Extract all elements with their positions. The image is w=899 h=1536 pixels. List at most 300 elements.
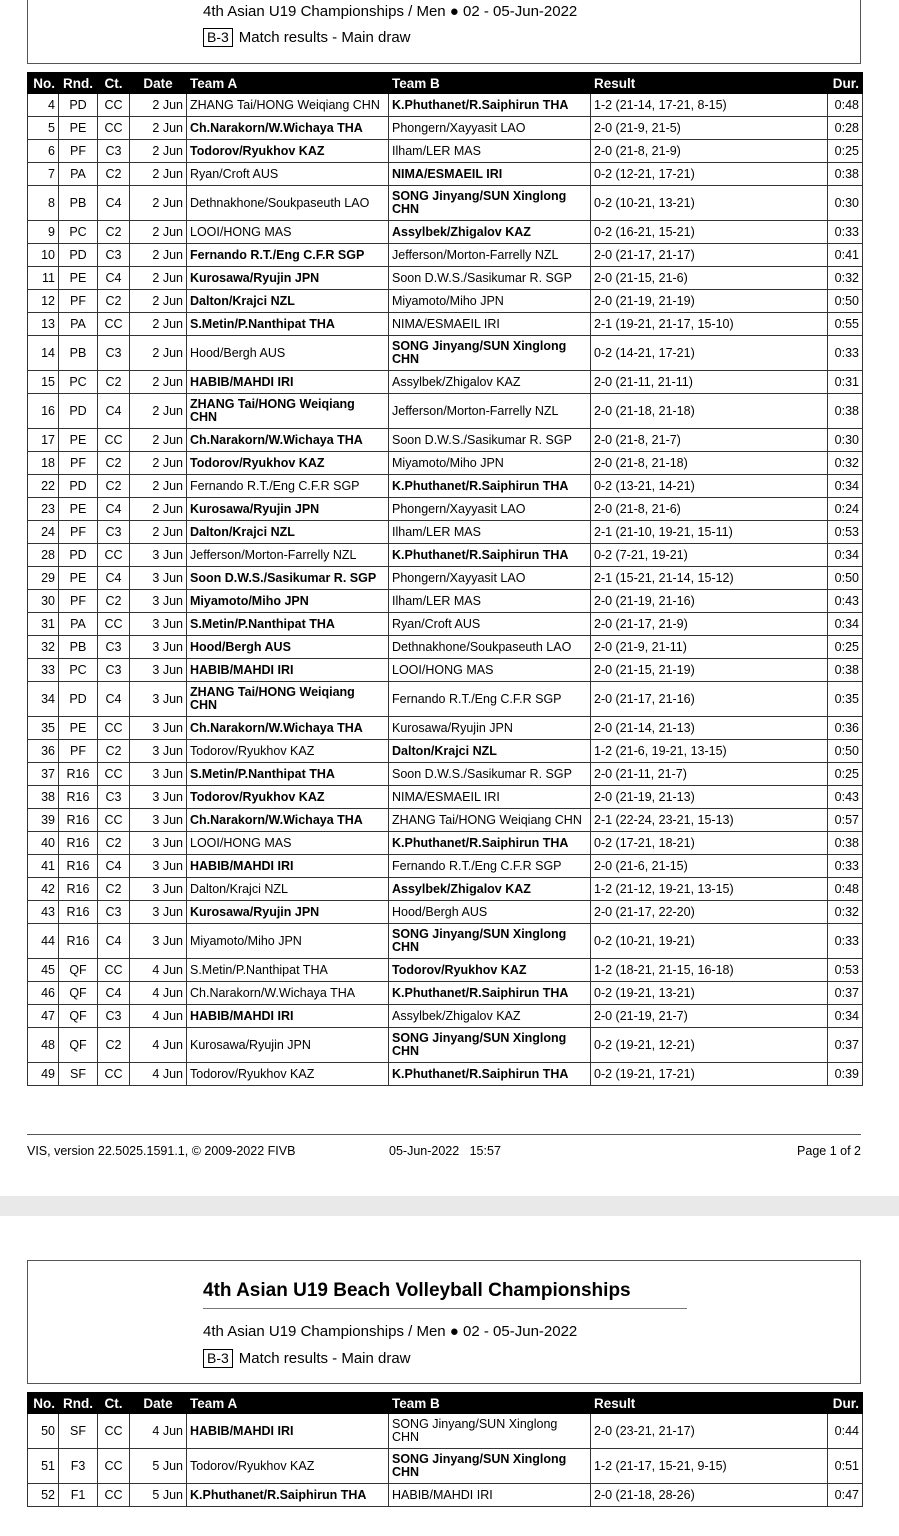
cell-result: 2-0 (21-9, 21-5) xyxy=(591,117,828,140)
table-row xyxy=(28,163,863,186)
cell-date: 2 Jun xyxy=(130,117,187,140)
cell-date: 2 Jun xyxy=(130,475,187,498)
cell-team-b: Ilham/LER MAS xyxy=(389,521,591,544)
cell-court: C3 xyxy=(98,336,130,371)
cell-team-a: Kurosawa/Ryujin JPN xyxy=(187,267,389,290)
table-row xyxy=(28,313,863,336)
cell-round: PC xyxy=(59,371,98,394)
cell-round: PD xyxy=(59,544,98,567)
cell-match-number: 28 xyxy=(28,544,59,567)
cell-team-a: Dalton/Krajci NZL xyxy=(187,521,389,544)
report-section: Match results - Main draw xyxy=(238,1350,411,1367)
cell-team-a: S.Metin/P.Nanthipat THA xyxy=(187,613,389,636)
cell-court: CC xyxy=(98,1063,130,1086)
report-heading xyxy=(203,1349,411,1368)
table-row xyxy=(28,267,863,290)
col-header-result: Result xyxy=(591,1393,828,1414)
cell-round: QF xyxy=(59,959,98,982)
cell-match-number: 42 xyxy=(28,878,59,901)
cell-team-a: Kurosawa/Ryujin JPN xyxy=(187,901,389,924)
cell-round: PA xyxy=(59,163,98,186)
cell-duration: 0:51 xyxy=(828,1449,863,1484)
cell-date: 3 Jun xyxy=(130,717,187,740)
cell-result: 2-0 (21-14, 21-13) xyxy=(591,717,828,740)
cell-date: 2 Jun xyxy=(130,186,187,221)
cell-team-b: K.Phuthanet/R.Saiphirun THA xyxy=(389,475,591,498)
cell-team-a: K.Phuthanet/R.Saiphirun THA xyxy=(187,1484,389,1507)
cell-court: C3 xyxy=(98,659,130,682)
cell-court: C4 xyxy=(98,924,130,959)
cell-match-number: 7 xyxy=(28,163,59,186)
cell-match-number: 51 xyxy=(28,1449,59,1484)
cell-match-number: 32 xyxy=(28,636,59,659)
cell-round: PD xyxy=(59,244,98,267)
table-row xyxy=(28,1414,863,1449)
col-header-duration: Dur. xyxy=(828,73,863,94)
cell-team-b: Soon D.W.S./Sasikumar R. SGP xyxy=(389,429,591,452)
cell-date: 2 Jun xyxy=(130,371,187,394)
cell-match-number: 14 xyxy=(28,336,59,371)
table-row xyxy=(28,855,863,878)
table-row xyxy=(28,94,863,117)
cell-team-b: SONG Jinyang/SUN Xinglong CHN xyxy=(389,186,591,221)
cell-team-a: LOOI/HONG MAS xyxy=(187,832,389,855)
cell-duration: 0:37 xyxy=(828,982,863,1005)
table-row xyxy=(28,901,863,924)
cell-round: PC xyxy=(59,659,98,682)
cell-team-a: Hood/Bergh AUS xyxy=(187,336,389,371)
cell-court: C2 xyxy=(98,740,130,763)
table-row xyxy=(28,1484,863,1507)
cell-result: 2-0 (21-8, 21-7) xyxy=(591,429,828,452)
cell-date: 2 Jun xyxy=(130,244,187,267)
cell-court: C4 xyxy=(98,567,130,590)
cell-round: PD xyxy=(59,94,98,117)
cell-date: 2 Jun xyxy=(130,163,187,186)
cell-result: 2-0 (21-8, 21-18) xyxy=(591,452,828,475)
cell-team-a: Kurosawa/Ryujin JPN xyxy=(187,1028,389,1063)
table-row xyxy=(28,636,863,659)
table-row xyxy=(28,544,863,567)
cell-result: 2-1 (22-24, 23-21, 15-13) xyxy=(591,809,828,832)
table-row xyxy=(28,682,863,717)
cell-round: PA xyxy=(59,613,98,636)
cell-date: 3 Jun xyxy=(130,613,187,636)
cell-duration: 0:24 xyxy=(828,498,863,521)
cell-match-number: 50 xyxy=(28,1414,59,1449)
cell-result: 0-2 (16-21, 15-21) xyxy=(591,221,828,244)
cell-duration: 0:37 xyxy=(828,1028,863,1063)
cell-match-number: 6 xyxy=(28,140,59,163)
table-row xyxy=(28,186,863,221)
cell-team-b: NIMA/ESMAEIL IRI xyxy=(389,313,591,336)
table-row xyxy=(28,429,863,452)
cell-duration: 0:43 xyxy=(828,590,863,613)
results-table xyxy=(27,72,863,1086)
cell-date: 4 Jun xyxy=(130,1005,187,1028)
cell-team-a: Miyamoto/Miho JPN xyxy=(187,590,389,613)
cell-match-number: 48 xyxy=(28,1028,59,1063)
cell-result: 1-2 (21-12, 19-21, 13-15) xyxy=(591,878,828,901)
cell-duration: 0:25 xyxy=(828,140,863,163)
table-row xyxy=(28,763,863,786)
cell-duration: 0:50 xyxy=(828,567,863,590)
cell-team-a: S.Metin/P.Nanthipat THA xyxy=(187,313,389,336)
cell-team-a: ZHANG Tai/HONG Weiqiang CHN xyxy=(187,94,389,117)
cell-team-b: Todorov/Ryukhov KAZ xyxy=(389,959,591,982)
col-header-court: Ct. xyxy=(98,1393,130,1414)
cell-team-b: Assylbek/Zhigalov KAZ xyxy=(389,371,591,394)
cell-duration: 0:50 xyxy=(828,290,863,313)
cell-duration: 0:30 xyxy=(828,186,863,221)
cell-duration: 0:28 xyxy=(828,117,863,140)
cell-result: 2-1 (21-10, 19-21, 15-11) xyxy=(591,521,828,544)
cell-team-a: Ch.Narakorn/W.Wichaya THA xyxy=(187,117,389,140)
cell-match-number: 33 xyxy=(28,659,59,682)
cell-result: 1-2 (21-6, 19-21, 13-15) xyxy=(591,740,828,763)
cell-result: 2-0 (21-8, 21-6) xyxy=(591,498,828,521)
cell-court: C3 xyxy=(98,140,130,163)
col-header-team-a: Team A xyxy=(187,1393,389,1414)
cell-result: 2-0 (21-19, 21-16) xyxy=(591,590,828,613)
table-row xyxy=(28,982,863,1005)
cell-team-b: Ryan/Croft AUS xyxy=(389,613,591,636)
cell-match-number: 43 xyxy=(28,901,59,924)
report-section: Match results - Main draw xyxy=(238,29,411,46)
cell-date: 4 Jun xyxy=(130,959,187,982)
cell-round: R16 xyxy=(59,855,98,878)
cell-duration: 0:31 xyxy=(828,371,863,394)
cell-duration: 0:30 xyxy=(828,429,863,452)
cell-team-b: Jefferson/Morton-Farrelly NZL xyxy=(389,394,591,429)
col-header-court: Ct. xyxy=(98,73,130,94)
page-header xyxy=(27,1260,861,1384)
table-row xyxy=(28,832,863,855)
cell-duration: 0:47 xyxy=(828,1484,863,1507)
cell-team-a: Ch.Narakorn/W.Wichaya THA xyxy=(187,982,389,1005)
cell-match-number: 31 xyxy=(28,613,59,636)
cell-round: PB xyxy=(59,336,98,371)
cell-team-a: Ch.Narakorn/W.Wichaya THA xyxy=(187,809,389,832)
cell-court: C4 xyxy=(98,267,130,290)
cell-team-b: Ilham/LER MAS xyxy=(389,590,591,613)
footer-version: VIS, version 22.5025.1591.1, © 2009-2022 FIVB xyxy=(27,1144,296,1158)
cell-round: F1 xyxy=(59,1484,98,1507)
table-row xyxy=(28,452,863,475)
cell-team-b: Fernando R.T./Eng C.F.R SGP xyxy=(389,682,591,717)
cell-round: PF xyxy=(59,521,98,544)
table-header-row xyxy=(28,73,863,94)
cell-team-b: SONG Jinyang/SUN Xinglong CHN xyxy=(389,1028,591,1063)
cell-duration: 0:48 xyxy=(828,94,863,117)
cell-match-number: 37 xyxy=(28,763,59,786)
cell-date: 4 Jun xyxy=(130,1063,187,1086)
cell-date: 3 Jun xyxy=(130,786,187,809)
table-row xyxy=(28,924,863,959)
col-header-date: Date xyxy=(130,73,187,94)
cell-date: 3 Jun xyxy=(130,544,187,567)
cell-match-number: 40 xyxy=(28,832,59,855)
cell-date: 3 Jun xyxy=(130,763,187,786)
cell-round: SF xyxy=(59,1063,98,1086)
cell-team-a: Soon D.W.S./Sasikumar R. SGP xyxy=(187,567,389,590)
cell-result: 0-2 (10-21, 19-21) xyxy=(591,924,828,959)
cell-result: 0-2 (19-21, 17-21) xyxy=(591,1063,828,1086)
cell-team-b: Soon D.W.S./Sasikumar R. SGP xyxy=(389,267,591,290)
cell-duration: 0:33 xyxy=(828,855,863,878)
table-row xyxy=(28,244,863,267)
cell-team-b: SONG Jinyang/SUN Xinglong CHN xyxy=(389,336,591,371)
cell-match-number: 11 xyxy=(28,267,59,290)
cell-court: C2 xyxy=(98,221,130,244)
cell-match-number: 24 xyxy=(28,521,59,544)
cell-match-number: 16 xyxy=(28,394,59,429)
cell-duration: 0:39 xyxy=(828,1063,863,1086)
cell-court: C3 xyxy=(98,786,130,809)
cell-round: R16 xyxy=(59,878,98,901)
cell-result: 2-0 (21-8, 21-9) xyxy=(591,140,828,163)
cell-result: 1-2 (21-17, 15-21, 9-15) xyxy=(591,1449,828,1484)
footer-page-number: Page 1 of 2 xyxy=(797,1144,861,1158)
cell-result: 2-1 (15-21, 21-14, 15-12) xyxy=(591,567,828,590)
cell-court: C3 xyxy=(98,244,130,267)
cell-result: 2-0 (21-19, 21-13) xyxy=(591,786,828,809)
cell-court: CC xyxy=(98,94,130,117)
cell-duration: 0:35 xyxy=(828,682,863,717)
table-row xyxy=(28,659,863,682)
cell-team-a: Dethnakhone/Soukpaseuth LAO xyxy=(187,186,389,221)
cell-duration: 0:32 xyxy=(828,452,863,475)
cell-date: 3 Jun xyxy=(130,682,187,717)
event-subtitle: 4th Asian U19 Championships / Men ● 02 - 05-Jun-2022 xyxy=(203,3,578,20)
cell-result: 0-2 (10-21, 13-21) xyxy=(591,186,828,221)
cell-court: CC xyxy=(98,613,130,636)
table-row xyxy=(28,590,863,613)
cell-team-a: Ch.Narakorn/W.Wichaya THA xyxy=(187,717,389,740)
cell-round: PA xyxy=(59,313,98,336)
cell-match-number: 36 xyxy=(28,740,59,763)
cell-court: CC xyxy=(98,313,130,336)
cell-date: 3 Jun xyxy=(130,901,187,924)
cell-duration: 0:57 xyxy=(828,809,863,832)
footer-rule xyxy=(27,1134,861,1135)
event-title: 4th Asian U19 Beach Volleyball Championships xyxy=(203,1280,687,1309)
cell-team-b: NIMA/ESMAEIL IRI xyxy=(389,786,591,809)
table-row xyxy=(28,117,863,140)
cell-team-a: Todorov/Ryukhov KAZ xyxy=(187,1063,389,1086)
cell-result: 2-0 (21-17, 21-16) xyxy=(591,682,828,717)
cell-match-number: 35 xyxy=(28,717,59,740)
cell-team-b: K.Phuthanet/R.Saiphirun THA xyxy=(389,544,591,567)
cell-match-number: 8 xyxy=(28,186,59,221)
cell-date: 2 Jun xyxy=(130,498,187,521)
cell-round: PE xyxy=(59,267,98,290)
report-heading xyxy=(203,28,411,47)
col-header-result: Result xyxy=(591,73,828,94)
results-body xyxy=(28,1414,863,1507)
cell-team-a: Hood/Bergh AUS xyxy=(187,636,389,659)
cell-court: CC xyxy=(98,717,130,740)
cell-team-a: Dalton/Krajci NZL xyxy=(187,878,389,901)
cell-court: C4 xyxy=(98,855,130,878)
cell-team-b: Hood/Bergh AUS xyxy=(389,901,591,924)
table-row xyxy=(28,336,863,371)
cell-team-b: HABIB/MAHDI IRI xyxy=(389,1484,591,1507)
cell-match-number: 29 xyxy=(28,567,59,590)
cell-match-number: 49 xyxy=(28,1063,59,1086)
cell-round: PE xyxy=(59,717,98,740)
cell-round: F3 xyxy=(59,1449,98,1484)
cell-team-b: Fernando R.T./Eng C.F.R SGP xyxy=(389,855,591,878)
table-row xyxy=(28,1005,863,1028)
cell-result: 0-2 (17-21, 18-21) xyxy=(591,832,828,855)
cell-result: 2-0 (21-17, 21-9) xyxy=(591,613,828,636)
cell-round: PB xyxy=(59,186,98,221)
cell-court: CC xyxy=(98,429,130,452)
results-page-2 xyxy=(0,1216,899,1536)
cell-round: PF xyxy=(59,590,98,613)
cell-team-a: S.Metin/P.Nanthipat THA xyxy=(187,763,389,786)
cell-team-a: Fernando R.T./Eng C.F.R SGP xyxy=(187,475,389,498)
results-body xyxy=(28,94,863,1086)
cell-date: 3 Jun xyxy=(130,636,187,659)
cell-team-a: Dalton/Krajci NZL xyxy=(187,290,389,313)
cell-team-b: K.Phuthanet/R.Saiphirun THA xyxy=(389,94,591,117)
cell-team-a: Miyamoto/Miho JPN xyxy=(187,924,389,959)
cell-team-a: HABIB/MAHDI IRI xyxy=(187,659,389,682)
cell-round: R16 xyxy=(59,763,98,786)
cell-round: QF xyxy=(59,982,98,1005)
cell-match-number: 52 xyxy=(28,1484,59,1507)
cell-date: 2 Jun xyxy=(130,394,187,429)
cell-team-b: K.Phuthanet/R.Saiphirun THA xyxy=(389,1063,591,1086)
cell-round: R16 xyxy=(59,901,98,924)
cell-court: CC xyxy=(98,544,130,567)
col-header-no: No. xyxy=(28,1393,59,1414)
cell-court: C2 xyxy=(98,1028,130,1063)
cell-team-b: NIMA/ESMAEIL IRI xyxy=(389,163,591,186)
cell-duration: 0:38 xyxy=(828,659,863,682)
cell-date: 2 Jun xyxy=(130,221,187,244)
cell-team-a: HABIB/MAHDI IRI xyxy=(187,855,389,878)
cell-round: PC xyxy=(59,221,98,244)
cell-duration: 0:34 xyxy=(828,475,863,498)
cell-team-a: Ch.Narakorn/W.Wichaya THA xyxy=(187,429,389,452)
cell-match-number: 34 xyxy=(28,682,59,717)
cell-match-number: 13 xyxy=(28,313,59,336)
cell-court: C2 xyxy=(98,590,130,613)
cell-team-b: SONG Jinyang/SUN Xinglong CHN xyxy=(389,924,591,959)
cell-team-b: Phongern/Xayyasit LAO xyxy=(389,498,591,521)
cell-date: 2 Jun xyxy=(130,290,187,313)
cell-match-number: 23 xyxy=(28,498,59,521)
cell-round: R16 xyxy=(59,832,98,855)
cell-duration: 0:34 xyxy=(828,613,863,636)
cell-court: C3 xyxy=(98,521,130,544)
cell-match-number: 46 xyxy=(28,982,59,1005)
cell-match-number: 4 xyxy=(28,94,59,117)
cell-team-a: S.Metin/P.Nanthipat THA xyxy=(187,959,389,982)
cell-duration: 0:33 xyxy=(828,336,863,371)
cell-result: 0-2 (19-21, 13-21) xyxy=(591,982,828,1005)
cell-team-a: Kurosawa/Ryujin JPN xyxy=(187,498,389,521)
cell-round: QF xyxy=(59,1028,98,1063)
cell-date: 4 Jun xyxy=(130,982,187,1005)
cell-court: CC xyxy=(98,1449,130,1484)
cell-duration: 0:53 xyxy=(828,959,863,982)
cell-team-a: Todorov/Ryukhov KAZ xyxy=(187,140,389,163)
cell-result: 2-0 (21-19, 21-7) xyxy=(591,1005,828,1028)
cell-duration: 0:32 xyxy=(828,267,863,290)
cell-match-number: 18 xyxy=(28,452,59,475)
table-row xyxy=(28,221,863,244)
cell-match-number: 10 xyxy=(28,244,59,267)
table-row xyxy=(28,1063,863,1086)
table-row xyxy=(28,809,863,832)
table-row xyxy=(28,290,863,313)
cell-match-number: 22 xyxy=(28,475,59,498)
cell-result: 1-2 (18-21, 21-15, 16-18) xyxy=(591,959,828,982)
cell-team-a: Ryan/Croft AUS xyxy=(187,163,389,186)
cell-duration: 0:25 xyxy=(828,636,863,659)
cell-team-b: Assylbek/Zhigalov KAZ xyxy=(389,1005,591,1028)
table-row xyxy=(28,371,863,394)
cell-date: 3 Jun xyxy=(130,809,187,832)
cell-team-b: Dalton/Krajci NZL xyxy=(389,740,591,763)
cell-team-a: Todorov/Ryukhov KAZ xyxy=(187,1449,389,1484)
cell-team-b: SONG Jinyang/SUN Xinglong CHN xyxy=(389,1414,591,1449)
cell-team-b: Jefferson/Morton-Farrelly NZL xyxy=(389,244,591,267)
cell-duration: 0:41 xyxy=(828,244,863,267)
cell-date: 3 Jun xyxy=(130,924,187,959)
cell-team-a: Todorov/Ryukhov KAZ xyxy=(187,740,389,763)
cell-date: 3 Jun xyxy=(130,878,187,901)
table-row xyxy=(28,717,863,740)
cell-court: CC xyxy=(98,959,130,982)
table-row xyxy=(28,140,863,163)
cell-court: C2 xyxy=(98,878,130,901)
report-code: B-3 xyxy=(203,1349,233,1368)
cell-result: 2-0 (21-11, 21-11) xyxy=(591,371,828,394)
cell-date: 2 Jun xyxy=(130,452,187,475)
cell-team-b: Phongern/Xayyasit LAO xyxy=(389,117,591,140)
cell-court: C4 xyxy=(98,498,130,521)
cell-duration: 0:36 xyxy=(828,717,863,740)
cell-duration: 0:53 xyxy=(828,521,863,544)
cell-date: 3 Jun xyxy=(130,590,187,613)
cell-court: C2 xyxy=(98,290,130,313)
cell-team-b: Miyamoto/Miho JPN xyxy=(389,290,591,313)
cell-round: PB xyxy=(59,636,98,659)
cell-match-number: 12 xyxy=(28,290,59,313)
cell-date: 3 Jun xyxy=(130,855,187,878)
cell-team-a: ZHANG Tai/HONG Weiqiang CHN xyxy=(187,394,389,429)
table-row xyxy=(28,959,863,982)
cell-duration: 0:43 xyxy=(828,786,863,809)
cell-round: SF xyxy=(59,1414,98,1449)
cell-result: 0-2 (12-21, 17-21) xyxy=(591,163,828,186)
cell-court: C4 xyxy=(98,394,130,429)
cell-result: 2-0 (21-9, 21-11) xyxy=(591,636,828,659)
cell-team-b: LOOI/HONG MAS xyxy=(389,659,591,682)
cell-court: C2 xyxy=(98,475,130,498)
cell-round: PF xyxy=(59,452,98,475)
cell-team-a: Todorov/Ryukhov KAZ xyxy=(187,452,389,475)
cell-result: 2-0 (21-15, 21-6) xyxy=(591,267,828,290)
cell-result: 2-0 (21-18, 28-26) xyxy=(591,1484,828,1507)
col-header-team-b: Team B xyxy=(389,73,591,94)
cell-court: C3 xyxy=(98,901,130,924)
